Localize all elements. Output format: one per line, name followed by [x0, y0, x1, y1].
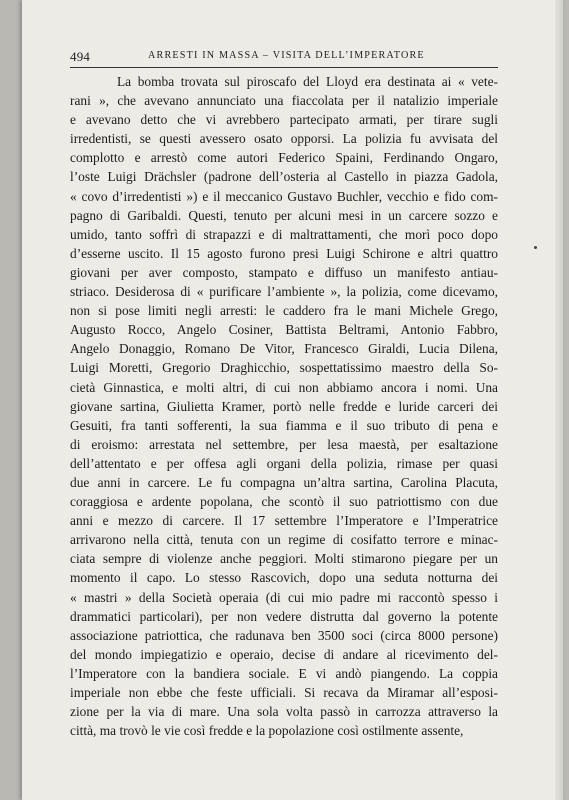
text-line: complotto e arrestò come autori Federico Spaini, Ferdinando Ongaro, — [70, 150, 498, 166]
page-number: 494 — [70, 49, 91, 64]
text-line: dell’attentato e per offesa agli organi della polizia, rimase per quasi — [70, 455, 498, 471]
body-text — [70, 72, 498, 740]
text-line: « mastri » della Società operaia (di cui mio padre mi raccontò spesso i — [70, 589, 498, 605]
text-line: l’oste Luigi Drächsler (padrone dell’osteria al Castello in piazza Gadola, — [70, 169, 498, 185]
header-rule — [70, 67, 498, 68]
text-line: arrivarono nella città, tenuta con un regime di cosifatto terrore e minac- — [70, 532, 498, 548]
text-line: drammatici particolari), per non vedere distrutta dal governo la potente — [70, 608, 498, 624]
text-line: giovani per aver composto, stampato e diffuso un manifesto antiau- — [70, 264, 498, 280]
text-line: zione per la via di mare. Una sola volta passò in carrozza attraverso la — [70, 704, 498, 720]
running-title: ARRESTI IN MASSA – VISITA DELL’IMPERATORE — [148, 50, 425, 61]
text-line: coraggiosa e ardente popolana, che scontò il suo patriottismo con due — [70, 494, 498, 510]
text-line: l’Imperatore con la bandiera sociale. E vi andò piangendo. La coppia — [70, 665, 498, 681]
page-edge — [555, 0, 563, 800]
running-head — [70, 47, 498, 67]
text-line: striaco. Desiderosa di « purificare l’ambiente », la polizia, come dicevamo, — [70, 284, 498, 300]
text-line: cietà Ginnastica, e molti altri, di cui non abbiamo ancora i nomi. Una — [70, 379, 498, 395]
text-line: « covo d’irredentisti ») e il meccanico Gustavo Buchler, vecchio e fido com- — [70, 188, 498, 204]
text-line: rani », che avevano annunciato una fiaccolata per il natalizio imperiale — [70, 93, 498, 109]
text-line: non si pose limiti negli arresti: le caddero fra le mani Michele Grego, — [70, 303, 498, 319]
text-line: giovane sartina, Giulietta Kramer, portò nelle fredde e luride carceri dei — [70, 398, 498, 414]
text-line: imperiale non ebbe che feste ufficiali. Si recava da Miramar all’esposi- — [70, 685, 498, 700]
text-line: di eroismo: arrestata nel settembre, per lesa maestà, per esaltazione — [70, 436, 498, 452]
text-line: La bomba trovata sul piroscafo del Lloyd era destinata ai « vete- — [117, 74, 498, 89]
text-line: pagno di Garibaldi. Questi, tenuto per alcuni mesi in un carcere sozzo e — [70, 207, 498, 223]
text-line: momento il capo. Lo stesso Rascovich, dopo una seduta notturna dei — [70, 570, 498, 586]
text-line: associazione patriottica, che radunava ben 3500 soci (circa 8000 persone) — [70, 627, 498, 643]
text-line: ciata sempre di violenze anche peggiori. Molti stimarono piegare per un — [70, 551, 498, 567]
text-line: anni e mezzo di carcere. Il 17 settembre l’Imperatore e l’Imperatrice — [70, 513, 498, 529]
print-speck — [534, 246, 537, 249]
text-line: irredentisti, se questi avessero osato opporsi. La polizia fu avvisata del — [70, 131, 498, 147]
text-line: d’esserne uscito. Il 15 agosto furono presi Luigi Schirone e altri quattro — [70, 245, 498, 261]
text-line: Gesuiti, fra tanti sofferenti, la sua fiamma e il suo tributo di pena e — [70, 417, 498, 433]
text-line: del mondo impiegatizio e operaio, decise di andare al ricevimento del- — [70, 646, 498, 662]
text-line: Luigi Moretti, Gregorio Draghicchio, sospettatissimo maestro della So- — [70, 360, 498, 376]
text-line: Augusto Rocco, Angelo Cosiner, Battista Beltrami, Antonio Fabbro, — [70, 322, 498, 338]
text-line: umido, tanto soffrì di strapazzi e di maltrattamenti, che morì poco dopo — [70, 226, 498, 242]
text-line: e avevano detto che vi avrebbero partecipato armati, per tirare sugli — [70, 112, 498, 128]
text-line: Angelo Donaggio, Romano De Vitor, Francesco Giraldi, Lucia Dilena, — [70, 341, 498, 357]
text-line: due anni in carcere. Le fu compagna un’altra sartina, Carolina Placuta, — [70, 474, 498, 490]
text-line: città, ma trovò le vie così fredde e la popolazione così ostilmente assente, — [70, 723, 464, 739]
